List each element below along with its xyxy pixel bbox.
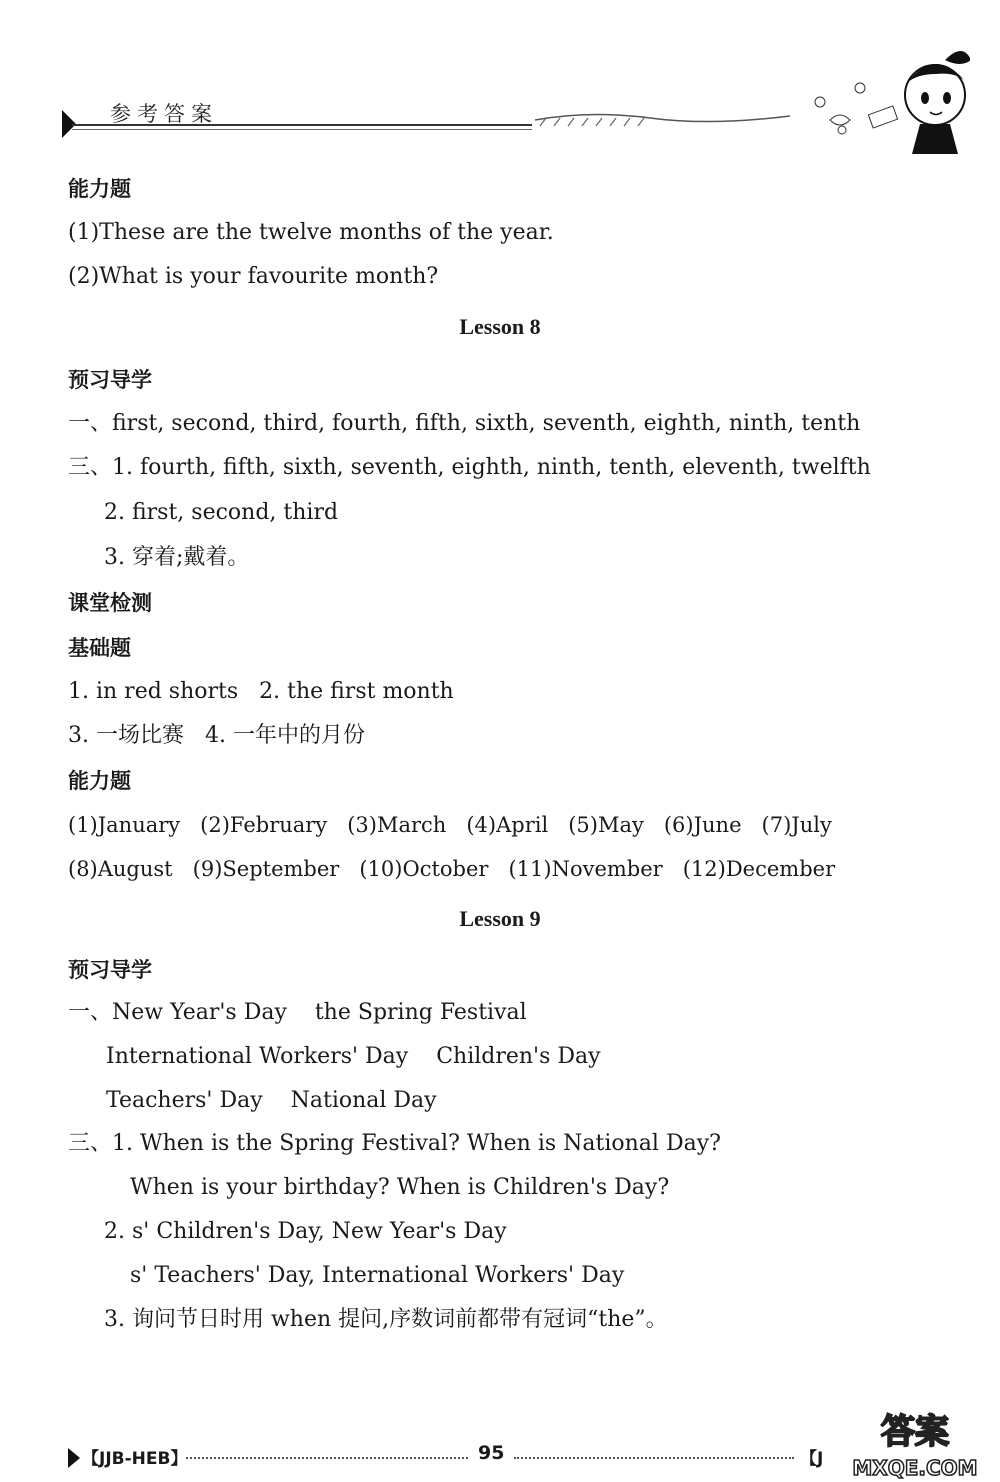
section-heading-basic: 基础题 — [68, 636, 131, 660]
header-title: 参考答案 — [110, 102, 218, 126]
answer-line: s' Teachers' Day, International Workers' Day — [130, 1263, 625, 1288]
answer-line: 2. first, second, third — [104, 500, 339, 525]
answer-line: 3. 一场比赛 4. 一年中的月份 — [68, 723, 365, 748]
lesson-title: Lesson 9 — [459, 906, 541, 931]
footer-dotted-rule — [186, 1457, 468, 1459]
footer-dotted-rule — [514, 1457, 794, 1459]
section-heading-class-check: 课堂检测 — [68, 591, 152, 615]
answer-line: 一、New Year's Day the Spring Festival — [68, 1000, 527, 1025]
answer-line: 3. 穿着;戴着。 — [104, 545, 250, 570]
answer-line: 一、first, second, third, fourth, fifth, sixth, seventh, eighth, ninth, tenth — [68, 411, 861, 436]
section-heading-preview: 预习导学 — [68, 368, 152, 392]
answer-line: 1. in red shorts 2. the first month — [68, 679, 454, 704]
watermark-text-top: 答案 — [881, 1412, 949, 1452]
lesson-title: Lesson 8 — [459, 314, 541, 339]
footer-arrow-icon — [68, 1448, 80, 1468]
watermark-logo — [840, 1405, 990, 1480]
watermark-text-bottom: MXQE.COM — [852, 1456, 978, 1480]
header-rule — [72, 124, 532, 126]
answer-line: Teachers' Day National Day — [106, 1088, 437, 1113]
footer-book-code-right: 【J — [800, 1449, 824, 1469]
answer-line: 三、1. fourth, fifth, sixth, seventh, eighth, ninth, tenth, eleventh, twelfth — [68, 455, 871, 480]
cartoon-girl-icon — [530, 40, 970, 160]
answer-line: When is your birthday? When is Children's Day? — [130, 1175, 670, 1200]
page-header — [0, 0, 1000, 160]
answer-line: International Workers' Day Children's Day — [106, 1044, 601, 1069]
page-number: 95 — [478, 1442, 505, 1464]
section-heading-ability: 能力题 — [68, 177, 131, 201]
answer-line: (1)January (2)February (3)March (4)April (5)May (6)June (7)July — [68, 813, 832, 837]
answer-line: (8)August (9)September (10)October (11)November (12)December — [68, 857, 836, 881]
answer-line: (1)These are the twelve months of the year. — [68, 220, 554, 245]
footer-book-code: 【JJB-HEB】 — [82, 1449, 188, 1469]
section-heading-preview: 预习导学 — [68, 958, 152, 982]
answer-line: 2. s' Children's Day, New Year's Day — [104, 1219, 507, 1244]
answer-line: 3. 询问节日时用 when 提问,序数词前都带有冠词“the”。 — [104, 1307, 668, 1332]
answer-line: 三、1. When is the Spring Festival? When is National Day? — [68, 1131, 721, 1156]
answer-line: (2)What is your favourite month? — [68, 264, 439, 289]
header-rule-thin — [72, 129, 532, 130]
section-heading-ability: 能力题 — [68, 769, 131, 793]
